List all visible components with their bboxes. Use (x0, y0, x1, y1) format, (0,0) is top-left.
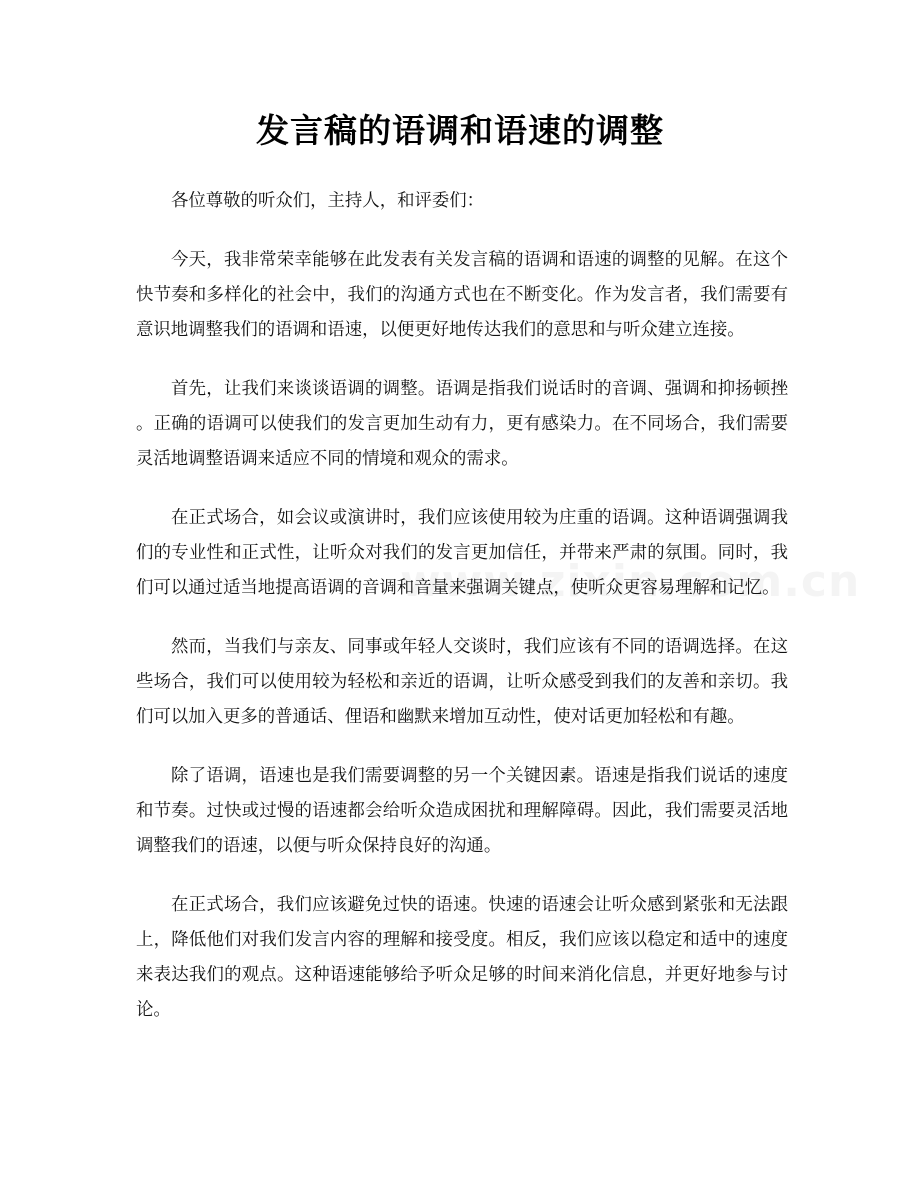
paragraph-speed: 除了语调，语速也是我们需要调整的另一个关键因素。语速是指我们说话的速度和节奏。过快或过慢的语速都会给听众造成困扰和理解障碍。因此，我们需要灵活地调整我们的语速，以便与听众保持良好的沟通。 (136, 766, 788, 856)
document-body (136, 184, 788, 1052)
paragraph-formal-speed: 在正式场合，我们应该避免过快的语速。快速的语速会让听众感到紧张和无法跟上，降低他们对我们发言内容的理解和接受度。相反，我们应该以稳定和适中的速度来表达我们的观点。这种语速能够给予听众足够的时间来消化信息，并更好地参与讨论。 (136, 895, 788, 1020)
document-title: 发言稿的语调和语速的调整 (256, 111, 664, 150)
paragraph-intro: 今天，我非常荣幸能够在此发表有关发言稿的语调和语速的调整的见解。在这个快节奏和多样化的社会中，我们的沟通方式也在不断变化。作为发言者，我们需要有意识地调整我们的语调和语速，以便更好地传达我们的意思和与听众建立连接。 (136, 250, 788, 340)
paragraph-greeting: 各位尊敬的听众们，主持人，和评委们： (171, 191, 485, 211)
paragraph-casual-tone: 然而，当我们与亲友、同事或年轻人交谈时，我们应该有不同的语调选择。在这些场合，我们可以使用较为轻松和亲近的语调，让听众感受到我们的友善和亲切。我们可以加入更多的普通话、俚语和幽默来增加互动性，使对话更加轻松和有趣。 (136, 637, 788, 727)
paragraph-tone: 首先，让我们来谈谈语调的调整。语调是指我们说话时的音调、强调和抑扬顿挫。正确的语调可以使我们的发言更加生动有力，更有感染力。在不同场合，我们需要灵活地调整语调来适应不同的情境和观众的需求。 (136, 379, 788, 469)
paragraph-formal-tone: 在正式场合，如会议或演讲时，我们应该使用较为庄重的语调。这种语调强调我们的专业性和正式性，让听众对我们的发言更加信任，并带来严肃的氛围。同时，我们可以通过适当地提高语调的音调和音量来强调关键点，使听众更容易理解和记忆。 (136, 508, 788, 598)
